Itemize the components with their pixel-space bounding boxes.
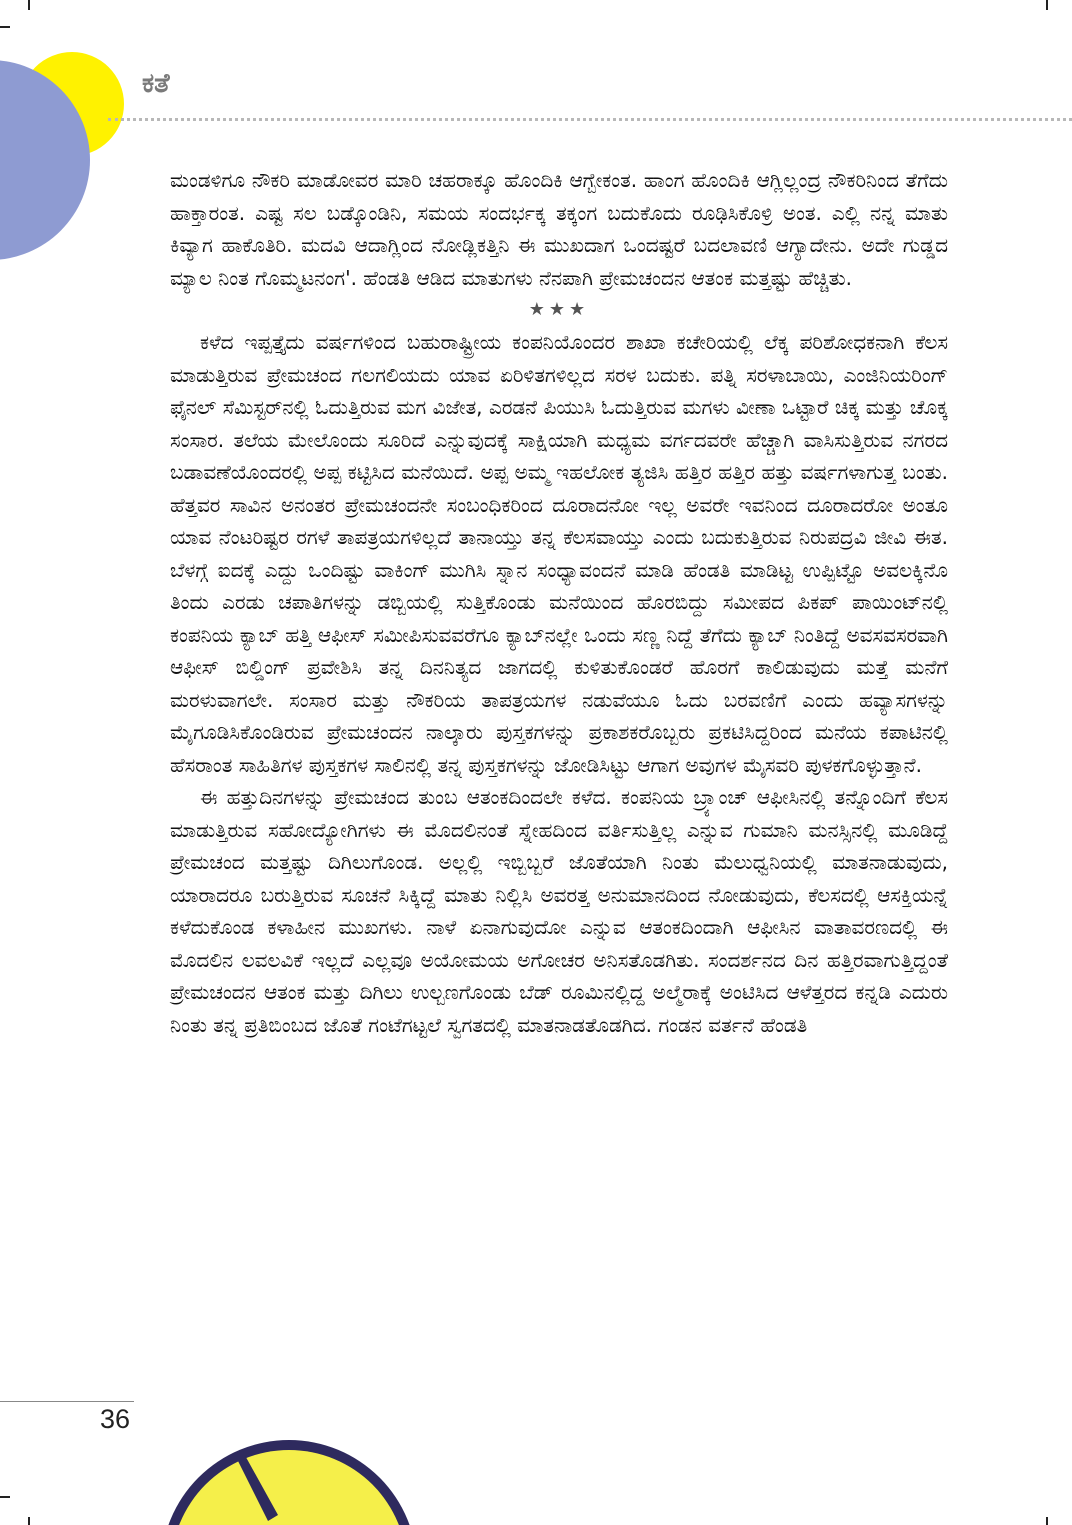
story-body [170, 164, 948, 1041]
clock-face [171, 1450, 407, 1525]
footer-rule [0, 1401, 134, 1402]
crop-mark-top-right [1046, 0, 1048, 10]
story-paragraph-1: ಮಂಡಳಿಗೂ ನೌಕರಿ ಮಾಡೋವರ ಮಾರಿ ಚಹರಾಕ್ಕೂ ಹೊಂದಿಕಿ ಆಗ್ಬೇಕಂತ. ಹಾಂಗ ಹೊಂದಿಕಿ ಆಗ್ಲಿಲ್ಲಂದ್ರ ನೌಕರಿನಿಂದ ತೆಗೆದು ಹಾಕ್ತಾರಂತ. ಎಷ್ಟ ಸಲ ಬಡ್ಕೊಂಡಿನಿ, ಸಮಯ ಸಂದರ್ಭಕ್ಕ ತಕ್ಕಂಗ ಬದುಕೊದು ರೂಢಿಸಿಕೊಳ್ರಿ ಅಂತ. ಎಲ್ಲಿ ನನ್ನ ಮಾತು ಕಿವ್ಯಾಗ ಹಾಕೊತಿರಿ. ಮದವಿ ಆದಾಗ್ಲಿಂದ ನೋಡ್ಲಿಕತ್ತಿನಿ ಈ ಮುಖದಾಗ ಒಂದಷ್ಟರೆ ಬದಲಾವಣಿ ಆಗ್ಯಾದೇನು. ಅದೇ ಗುಡ್ಡದ ಮ್ಯಾಲ ನಿಂತ ಗೊಮ್ಮಟನಂಗ'. ಹೆಂಡತಿ ಆಡಿದ ಮಾತುಗಳು ನೆನಪಾಗಿ ಪ್ರೇಮಚಂದನ ಆತಂಕ ಮತ್ತಷ್ಟು ಹೆಚ್ಚಿತು. [170, 168, 948, 290]
clock-icon [158, 1437, 420, 1525]
crop-mark-bottom-left [28, 1517, 30, 1525]
page-number: 36 [100, 1404, 131, 1434]
crop-mark-left-upper [0, 26, 10, 28]
story-paragraph-2: ಕಳೆದ ಇಪ್ಪತ್ತೈದು ವರ್ಷಗಳಿಂದ ಬಹುರಾಷ್ಟ್ರೀಯ ಕಂಪನಿಯೊಂದರ ಶಾಖಾ ಕಚೇರಿಯಲ್ಲಿ ಲೆಕ್ಕ ಪರಿಶೋಧಕನಾಗಿ ಕೆಲಸ ಮಾಡುತ್ತಿರುವ ಪ್ರೇಮಚಂದ ಗಲಗಲಿಯದು ಯಾವ ಏರಿಳಿತಗಳಿಲ್ಲದ ಸರಳ ಬದುಕು. ಪತ್ನಿ ಸರಳಾಬಾಯಿ, ಎಂಜಿನಿಯರಿಂಗ್ ಫೈನಲ್ ಸೆಮಿಸ್ಟರ್‌ನಲ್ಲಿ ಓದುತ್ತಿರುವ ಮಗ ವಿಜೇತ, ಎರಡನೆ ಪಿಯುಸಿ ಓದುತ್ತಿರುವ ಮಗಳು ವೀಣಾ ಒಟ್ಟಾರೆ ಚಿಕ್ಕ ಮತ್ತು ಚೊಕ್ಕ ಸಂಸಾರ. ತಲೆಯ ಮೇಲೊಂದು ಸೂರಿದೆ ಎನ್ನುವುದಕ್ಕೆ ಸಾಕ್ಷಿಯಾಗಿ ಮಧ್ಯಮ ವರ್ಗದವರೇ ಹೆಚ್ಚಾಗಿ ವಾಸಿಸುತ್ತಿರುವ ನಗರದ ಬಡಾವಣೆಯೊಂದರಲ್ಲಿ ಅಪ್ಪ ಕಟ್ಟಿಸಿದ ಮನೆಯಿದೆ. ಅಪ್ಪ ಅಮ್ಮ ಇಹಲೋಕ ತ್ಯಜಿಸಿ ಹತ್ತಿರ ಹತ್ತಿರ ಹತ್ತು ವರ್ಷಗಳಾಗುತ್ತ ಬಂತು. ಹೆತ್ತವರ ಸಾವಿನ ಅನಂತರ ಪ್ರೇಮಚಂದನೇ ಸಂಬಂಧಿಕರಿಂದ ದೂರಾದನೋ ಇಲ್ಲ ಅವರೇ ಇವನಿಂದ ದೂರಾದರೋ ಅಂತೂ ಯಾವ ನೆಂಟರಿಷ್ಟರ ರಗಳೆ ತಾಪತ್ರಯಗಳಿಲ್ಲದೆ ತಾನಾಯ್ತು ತನ್ನ ಕೆಲಸವಾಯ್ತು ಎಂದು ಬದುಕುತ್ತಿರುವ ನಿರುಪದ್ರವಿ ಜೀವಿ ಈತ. ಬೆಳಗ್ಗೆ ಐದಕ್ಕೆ ಎದ್ದು ಒಂದಿಷ್ಟು ವಾಕಿಂಗ್ ಮುಗಿಸಿ ಸ್ನಾನ ಸಂಧ್ಯಾವಂದನೆ ಮಾಡಿ ಹೆಂಡತಿ ಮಾಡಿಟ್ಟ ಉಪ್ಪಿಟ್ಟೊ ಅವಲಕ್ಕಿನೊ ತಿಂದು ಎರಡು ಚಪಾತಿಗಳನ್ನು ಡಬ್ಬಿಯಲ್ಲಿ ಸುತ್ತಿಕೊಂಡು ಮನೆಯಿಂದ ಹೊರಬಿದ್ದು ಸಮೀಪದ ಪಿಕಪ್ ಪಾಯಿಂಟ್‌ನಲ್ಲಿ ಕಂಪನಿಯ ಕ್ಯಾಬ್ ಹತ್ತಿ ಆಫೀಸ್ ಸಮೀಪಿಸುವವರೆಗೂ ಕ್ಯಾಬ್‌ನಲ್ಲೇ ಒಂದು ಸಣ್ಣ ನಿದ್ದೆ ತೆಗೆದು ಕ್ಯಾಬ್ ನಿಂತಿದ್ದೆ ಅವಸವಸರವಾಗಿ ಆಫೀಸ್ ಬಿಲ್ಡಿಂಗ್ ಪ್ರವೇಶಿಸಿ ತನ್ನ ದಿನನಿತ್ಯದ ಜಾಗದಲ್ಲಿ ಕುಳಿತುಕೊಂಡರೆ ಹೊರಗೆ ಕಾಲಿಡುವುದು ಮತ್ತೆ ಮನೆಗೆ ಮರಳುವಾಗಲೇ. ಸಂಸಾರ ಮತ್ತು ನೌಕರಿಯ ತಾಪತ್ರಯಗಳ ನಡುವೆಯೂ ಓದು ಬರವಣಿಗೆ ಎಂದು ಹವ್ಯಾಸಗಳನ್ನು ಮೈಗೂಡಿಸಿಕೊಂಡಿರುವ ಪ್ರೇಮಚಂದನ ನಾಲ್ಕಾರು ಪುಸ್ತಕಗಳನ್ನು ಪ್ರಕಾಶಕರೊಬ್ಬರು ಪ್ರಕಟಿಸಿದ್ದರಿಂದ ಮನೆಯ ಕಪಾಟಿನಲ್ಲಿ ಹೆಸರಾಂತ ಸಾಹಿತಿಗಳ ಪುಸ್ತಕಗಳ ಸಾಲಿನಲ್ಲಿ ತನ್ನ ಪುಸ್ತಕಗಳನ್ನು ಜೋಡಿಸಿಟ್ಟು ಆಗಾಗ ಅವುಗಳ ಮೈಸವರಿ ಪುಳಕಗೊಳ್ಳುತ್ತಾನೆ. [170, 330, 948, 777]
crop-mark-bottom-right [1046, 1517, 1048, 1525]
header-dotted-rule [108, 118, 1072, 121]
section-label: ಕತೆ [142, 68, 170, 99]
section-separator: ★★★ [528, 299, 590, 320]
crop-mark-left-lower [0, 1496, 10, 1498]
story-paragraph-3: ಈ ಹತ್ತುದಿನಗಳನ್ನು ಪ್ರೇಮಚಂದ ತುಂಬ ಆತಂಕದಿಂದಲೇ ಕಳೆದ. ಕಂಪನಿಯ ಬ್ರ್ಯಾಂಚ್ ಆಫೀಸಿನಲ್ಲಿ ತನ್ನೊಂದಿಗೆ ಕೆಲಸ ಮಾಡುತ್ತಿರುವ ಸಹೋದ್ಯೋಗಿಗಳು ಈ ಮೊದಲಿನಂತೆ ಸ್ನೇಹದಿಂದ ವರ್ತಿಸುತ್ತಿಲ್ಲ ಎನ್ನುವ ಗುಮಾನಿ ಮನಸ್ಸಿನಲ್ಲಿ ಮೂಡಿದ್ದೆ ಪ್ರೇಮಚಂದ ಮತ್ತಷ್ಟು ದಿಗಿಲುಗೊಂಡ. ಅಲ್ಲಲ್ಲಿ ಇಬ್ಬಿಬ್ಬರೆ ಜೊತೆಯಾಗಿ ನಿಂತು ಮೆಲುಧ್ವನಿಯಲ್ಲಿ ಮಾತನಾಡುವುದು, ಯಾರಾದರೂ ಬರುತ್ತಿರುವ ಸೂಚನೆ ಸಿಕ್ಕಿದ್ದೆ ಮಾತು ನಿಲ್ಲಿಸಿ ಅವರತ್ತ ಅನುಮಾನದಿಂದ ನೋಡುವುದು, ಕೆಲಸದಲ್ಲಿ ಆಸಕ್ತಿಯನ್ನೆ ಕಳೆದುಕೊಂಡ ಕಳಾಹೀನ ಮುಖಗಳು. ನಾಳೆ ಏನಾಗುವುದೋ ಎನ್ನುವ ಆತಂಕದಿಂದಾಗಿ ಆಫೀಸಿನ ವಾತಾವರಣದಲ್ಲಿ ಈ ಮೊದಲಿನ ಲವಲವಿಕೆ ಇಲ್ಲದೆ ಎಲ್ಲವೂ ಅಯೋಮಯ ಅಗೋಚರ ಅನಿಸತೊಡಗಿತು. ಸಂದರ್ಶನದ ದಿನ ಹತ್ತಿರವಾಗುತ್ತಿದ್ದಂತೆ ಪ್ರೇಮಚಂದನ ಆತಂಕ ಮತ್ತು ದಿಗಿಲು ಉಲ್ಬಣಗೊಂಡು ಬೆಡ್ ರೂಮಿನಲ್ಲಿದ್ದ ಅಲ್ಮೆರಾಕ್ಕೆ ಅಂಟಿಸಿದ ಆಳೆತ್ತರದ ಕನ್ನಡಿ ಎದುರು ನಿಂತು ತನ್ನ ಪ್ರತಿಬಿಂಬದ ಜೊತೆ ಗಂಟೆಗಟ್ಟಲೆ ಸ್ವಗತದಲ್ಲಿ ಮಾತನಾಡತೊಡಗಿದ. ಗಂಡನ ವರ್ತನೆ ಹೆಂಡತಿ [170, 785, 948, 1037]
crop-mark-top-left [28, 0, 30, 10]
